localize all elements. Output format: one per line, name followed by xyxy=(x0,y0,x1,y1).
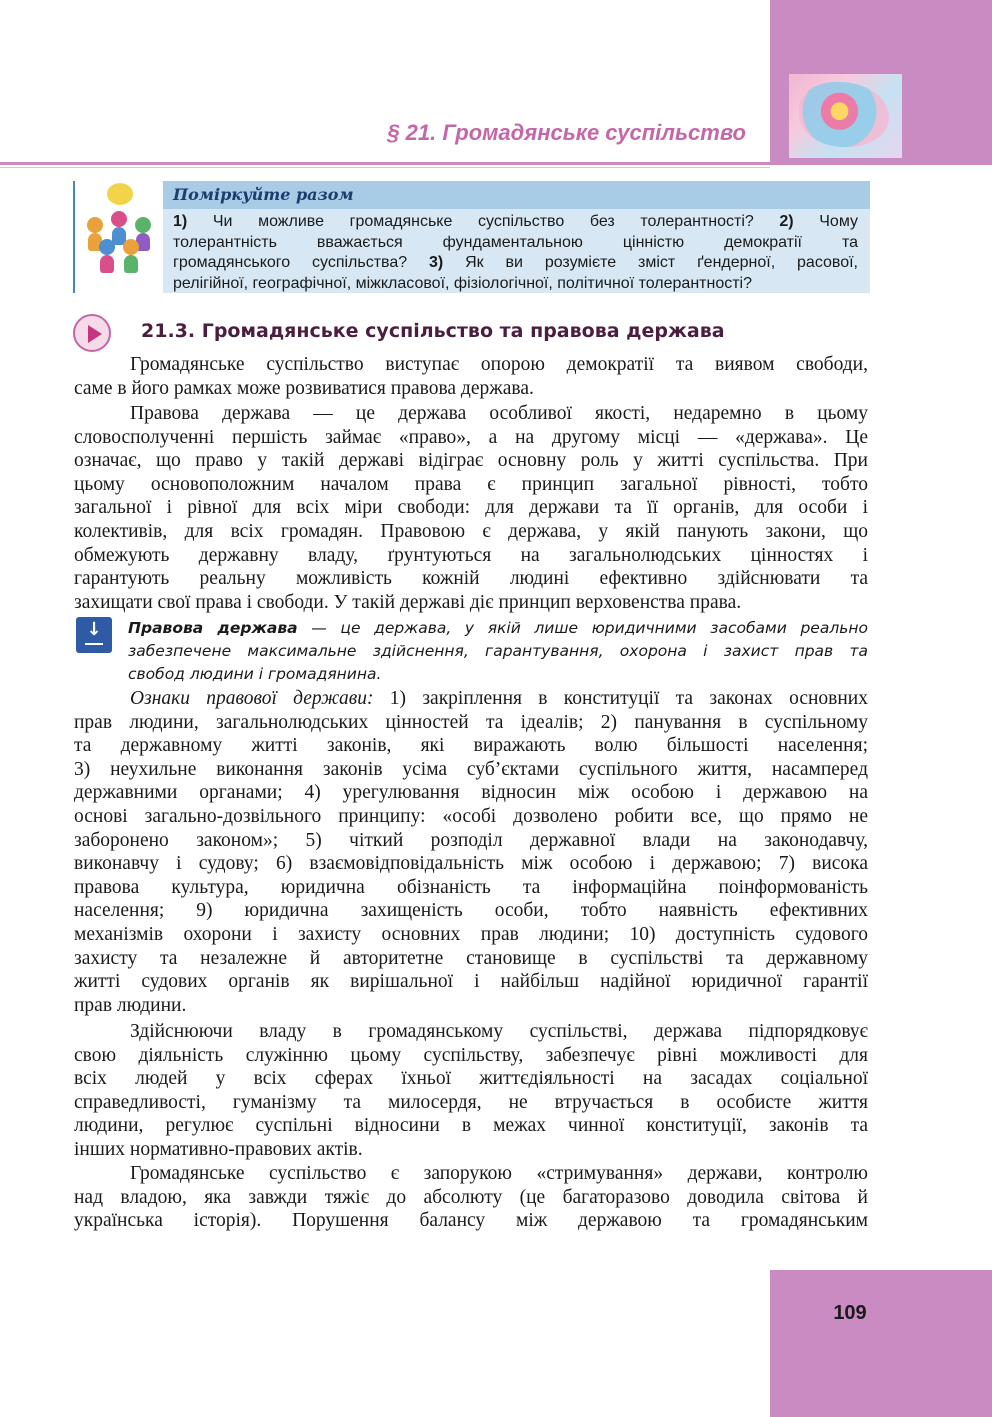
paragraph-1: Громадянське суспільство виступає опорою демократії та виявом свободи, саме в його рамках може розвиватися правова держава. xyxy=(74,354,868,399)
think-together-title: Поміркуйте разом xyxy=(163,181,870,209)
page-number: 109 xyxy=(833,1302,867,1324)
definition-term: Правова держава xyxy=(128,619,298,637)
header-rule xyxy=(0,162,992,165)
features-term: Ознаки правової держави: xyxy=(130,688,374,709)
header-rule-thin xyxy=(0,167,770,168)
definition-download-icon xyxy=(76,617,112,653)
paragraph-3-features: Ознаки правової держави: 1) закріплення в конституції та законах основних прав людини, загальнолюдських цінностей та ідеалів; 2) панування в суспільному та державному житті законів, які виражають волю більшості населення; 3) неухильне виконання законів усіма суб’єктами суспільного життя, насамперед державними органами; 4) урегулювання відносин між особою і державою на основі загально-дозвільного принципу: «особі дозволено робити все, що прямо не заборонено законом»; 5) чіткий розподіл державної влади на законодавчу, виконавчу і судову; 6) взаємовідповідальність між особою і державою; 7) висока правова культура, юридична обізнаність та інформаційна поінформованість населення; 9) юридична захищеність особи, тобто наявність ефективних механізмів охорони і захисту основних прав людини; 10) доступність судового захисту та незалежне й авторитетне становище в суспільстві та державному житті судових органів як вирішальної і найбільш надійної юридичної гарантії прав людини. xyxy=(74,688,868,1016)
play-arrow-icon xyxy=(73,314,111,352)
discussion-people-icon xyxy=(83,183,159,273)
section-title: 21.3. Громадянське суспільство та правова держава xyxy=(141,320,725,342)
definition-block: Правова держава — це держава, у якій лише юридичними засобами реально забезпечене максимальне здійснення, гарантування, охорона і захист прав та свобод людини і громадянина. xyxy=(128,619,868,683)
think-together-box xyxy=(73,181,870,293)
chapter-thumbnail-image xyxy=(789,74,902,158)
paragraph-2: Правова держава — це держава особливої якості, недаремно в цьому словосполученні першість займає «право», а на другому місці — «держава». Це означає, що право у такій державі відіграє основну роль у житті суспільства. При цьому основоположним началом права є принцип загальної рівності, тобто загальної і рівної для всіх міри свободи: для держави та її органів, для особи і колективів, для всіх громадян. Правовою є держава, у якій панують закони, що обмежують державну владу, ґрунтуються на загальнолюдських цінностях і гарантують реальну можливість кожній людині ефективно здійснювати та захищати свої права і свободи. У такій державі діє принцип верховенства права. xyxy=(74,403,868,613)
bottom-side-panel xyxy=(770,1270,992,1417)
paragraph-5: Громадянське суспільство є запорукою «стримування» держави, контролю над владою, яка завжди тяжіє до абсолюту (це багаторазово доводила світова й українська історія). Порушення балансу між державою та громадянським xyxy=(74,1163,868,1232)
think-together-questions: 1) Чи можливе громадянське суспільство без толерантності? 2) Чому толерантність вважається фундаментальною цінністю демократії та громадянського суспільства? 3) Як ви розумієте зміст ґендерної, расової, релігійної, географічної, міжкласової, фізіологічної, політичної толерантності? xyxy=(163,209,870,293)
paragraph-4: Здійснюючи владу в громадянському суспільстві, держава підпорядковує свою діяльність служінню цьому суспільству, забезпечує рівні можливості для всіх людей у всіх сферах їхньої життєдіяльності на засадах соціальної справедливості, гуманізму та милосердя, не втручається в особисте життя людини, регулює суспільні відносини в межах чинної конституції, законів та інших нормативно-правових актів. xyxy=(74,1021,868,1160)
chapter-title: § 21. Громадянське суспільство xyxy=(387,120,746,145)
